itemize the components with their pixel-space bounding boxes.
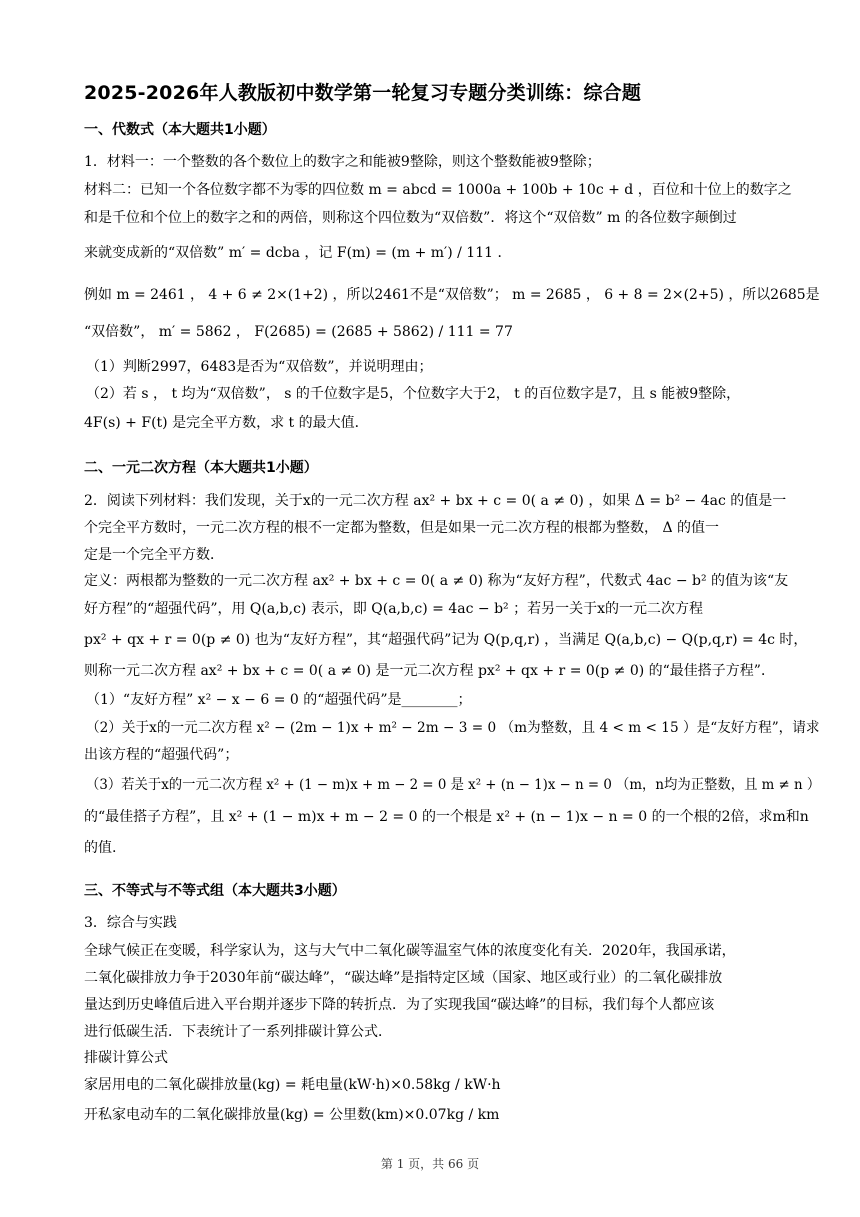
problem-2-line: 定是一个完全平方数． [84, 547, 224, 563]
problem-1-question-2: 4F(s) + F(t) 是完全平方数，求 t 的最大值． [84, 415, 369, 431]
problem-3-formula-heading: 排碳计算公式 [84, 1050, 168, 1066]
problem-1-line: 1．材料一：一个整数的各个数位上的数字之和能被9整除，则这个整数能被9整除； [84, 154, 601, 170]
problem-3-line: 3．综合与实践 [84, 915, 177, 931]
problem-3-line: 全球气候正在变暖，科学家认为，这与大气中二氧化碳等温室气体的浓度变化有关．2020年，我国承诺， [84, 943, 736, 959]
problem-2-question-2: （2）关于x的一元二次方程 x² − (2m − 1)x + m² − 2m − 3 = 0 （m为整数，且 4 < m < 15 ）是“友好方程”，请求 [86, 720, 820, 736]
page-footer: 第 1 页，共 66 页 [380, 1157, 480, 1171]
problem-2-line: 2．阅读下列材料：我们发现，关于x的一元二次方程 ax² + bx + c = 0( a ≠ 0) ，如果 Δ = b² − 4ac 的值是一 [84, 493, 787, 509]
section-heading-quadratic-equations: 二、一元二次方程（本大题共1小题） [84, 460, 318, 476]
problem-1-example-line: “双倍数”， m′ = 5862 ， F(2685) = (2685 + 5862) / 111 = 77 [84, 324, 513, 340]
problem-1-line: 和是千位和个位上的数字之和的两倍，则称这个四位数为“双倍数”．将这个“双倍数” m 的各位数字颠倒过 [84, 210, 737, 226]
problem-2-line: 个完全平方数时，一元二次方程的根不一定都为整数，但是如果一元二次方程的根都为整数， Δ 的值一 [84, 520, 720, 536]
problem-3-formula-line: 开私家电动车的二氧化碳排放量(kg) = 公里数(km)×0.07kg / km [84, 1107, 500, 1123]
problem-2-question-2: 出该方程的“超强代码”； [84, 747, 239, 763]
problem-2-question-3: 的“最佳搭子方程”，且 x² + (1 − m)x + m − 2 = 0 的一个根是 x² + (n − 1)x − n = 0 的一个根的2倍，求m和n [84, 809, 809, 825]
problem-1-example-line: 例如 m = 2461 ， 4 + 6 ≠ 2×(1+2) ，所以2461不是“双倍数”； m = 2685 ， 6 + 8 = 2×(2+5) ，所以2685是 [84, 287, 820, 303]
page-title: 2025-2026年人教版初中数学第一轮复习专题分类训练：综合题 [84, 82, 642, 104]
problem-1-line: 材料二：已知一个各位数字都不为零的四位数 m = abcd = 1000a + 100b + 10c + d ，百位和十位上的数字之 [84, 182, 792, 198]
problem-3-line: 二氧化碳排放力争于2030年前“碳达峰”，“碳达峰”是指特定区域（国家、地区或行业）的二氧化碳排放 [84, 970, 723, 986]
problem-2-definition-line: 定义：两根都为整数的一元二次方程 ax² + bx + c = 0( a ≠ 0) 称为“友好方程”，代数式 4ac − b² 的值为该“友 [84, 573, 789, 589]
section-heading-inequalities: 三、不等式与不等式组（本大题共3小题） [84, 883, 346, 899]
problem-1-question-1: （1）判断2997，6483是否为“双倍数”，并说明理由； [86, 359, 433, 375]
problem-3-formula-line: 家居用电的二氧化碳排放量(kg) = 耗电量(kW·h)×0.58kg / kW·h [84, 1077, 501, 1093]
problem-2-definition-line: 好方程”的“超强代码”，用 Q(a,b,c) 表示，即 Q(a,b,c) = 4ac − b² ；若另一关于x的一元二次方程 [84, 601, 703, 617]
problem-3-line: 进行低碳生活．下表统计了一系列排碳计算公式． [84, 1024, 392, 1040]
problem-2-question-1: （1）“友好方程” x² − x − 6 = 0 的“超强代码”是________； [86, 692, 472, 708]
problem-2-definition-line: px² + qx + r = 0(p ≠ 0) 也为“友好方程”，其“超强代码”记为 Q(p,q,r) ，当满足 Q(a,b,c) − Q(p,q,r) = 4c 时， [84, 632, 808, 648]
problem-2-definition-line: 则称一元二次方程 ax² + bx + c = 0( a ≠ 0) 是一元二次方程 px² + qx + r = 0(p ≠ 0) 的“最佳搭子方程”． [84, 663, 775, 679]
problem-3-line: 量达到历史峰值后进入平台期并逐步下降的转折点．为了实现我国“碳达峰”的目标，我们每个人都应该 [84, 997, 715, 1013]
problem-2-question-3: 的值. [84, 840, 117, 856]
section-heading-algebraic-expressions: 一、代数式（本大题共1小题） [84, 122, 276, 138]
problem-1-question-2: （2）若 s ， t 均为“双倍数”， s 的千位数字是5，个位数字大于2， t 的百位数字是7，且 s 能被9整除， [86, 386, 741, 402]
problem-2-question-3: （3）若关于x的一元二次方程 x² + (1 − m)x + m − 2 = 0 是 x² + (n − 1)x − n = 0 （m，n均为正整数，且 m ≠ n ） [86, 777, 821, 793]
problem-1-line: 来就变成新的“双倍数” m′ = dcba ，记 F(m) = (m + m′) / 111 ． [84, 245, 512, 261]
